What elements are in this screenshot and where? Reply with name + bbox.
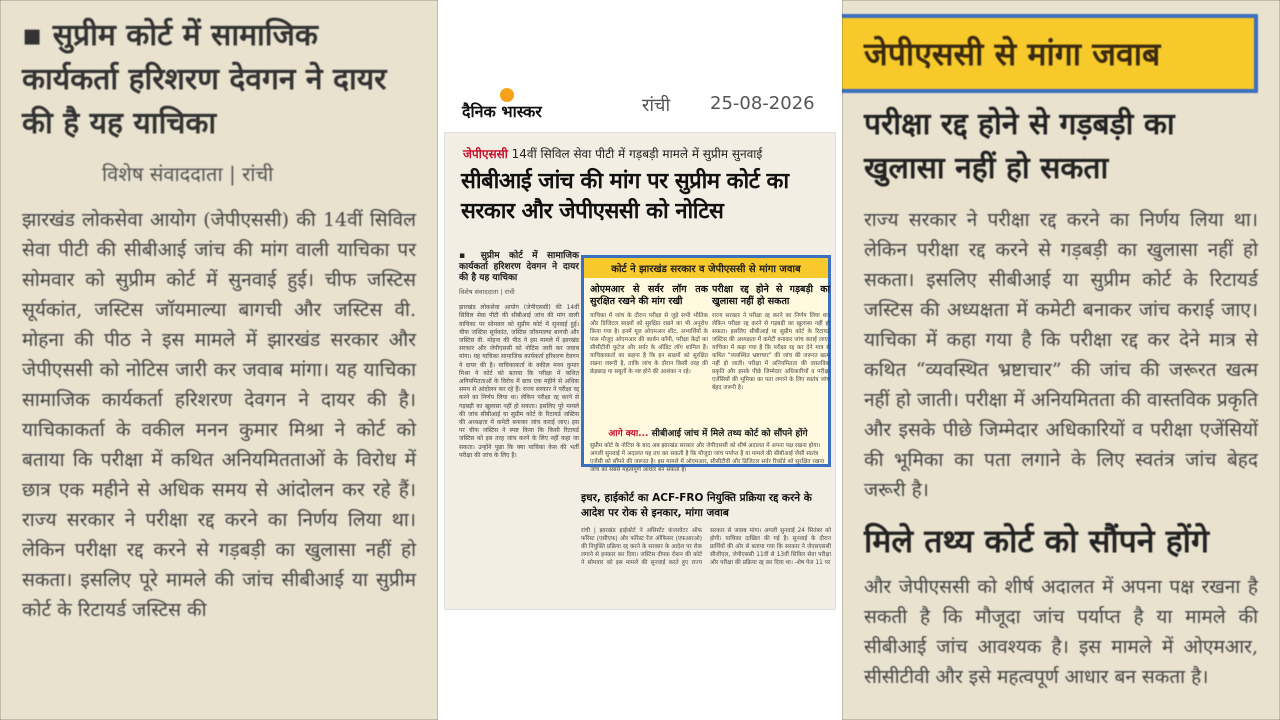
bg-left-body: झारखंड लोकसेवा आयोग (जेपीएससी) की 14वीं सिविल सेवा पीटी की सीबीआई जांच की मांग वाली याचिका पर सोमवार को सुप्रीम कोर्ट में सुनवाई हुई। चीफ जस्टिस सूर्यकांत, जस्टिस जॉयमाल्या बागची और जस्टिस वी. मोहना की पीठ ने इस मामले में झारखंड सरकार और जेपीएससी को नोटिस जारी कर जवाब मांगा। यह याचिका सामाजिक कार्यकर्ता हरिशरण देवगन ने दायर की है। याचिकाकर्ता के वकील मनन कुमार मिश्रा ने कोर्ट को बताया कि परीक्षा में कथित अनियमितताओं के विरोध में छात्र एक महीने से अधिक समय से आंदोलन कर रहे हैं। राज्य सरकार ने परीक्षा रद्द करने का निर्णय लिया था। लेकिन परीक्षा रद्द करने से गड़बड़ी का खुलासा नहीं हो सकता। इसलिए पूरे मामले की जांच सीबीआई या सुप्रीम कोर्ट के रिटायर्ड जस्टिस की: [22, 209, 416, 621]
box-title: कोर्ट ने झारखंड सरकार व जेपीएससी से मांगा जवाब: [584, 258, 828, 278]
bg-right-subhead: परीक्षा रद्द होने से गड़बड़ी का खुलासा नहीं हो सकता: [864, 107, 1175, 186]
header-bar: [438, 0, 842, 120]
edition-date: 25-08-2026: [710, 93, 815, 114]
box-sub-heading: सीबीआई जांच में मिले तथ्य कोर्ट को सौंपने होंगे: [651, 429, 808, 439]
bg-left-byline: विशेष संवाददाता | रांची: [102, 162, 274, 186]
secondary-body: रांची | झारखंड हाईकोर्ट ने असिस्टेंट कंजरवेटर ऑफ फॉरेस्ट (एसीएफ) और फॉरेस्ट रेंज ऑफिसर (एफआरओ) की नियुक्ति प्रक्रिया रद्द करने के सरकार के आदेश पर रोक लगाने से इनकार कर दिया। जस्टिस दीपक रोशन की कोर्ट ने सोमवार को इस मामले की सुनवाई करते हुए राज्य सरकार से जवाब मांगा। अगली सुनवाई 24 सितंबर को होगी। याचिका दाखिल की गई है। सुनवाई के दौरान प्रार्थियों की ओर से बताया गया कि सरकार ने जेएसएससी सीजीएल, जेपीएससी 11वीं से 13वीं सिविल सेवा परीक्षा और परीक्षा की प्रक्रिया रद्द कर दिया था। -शेष पेज 11 पर: [581, 528, 831, 566]
box-left-heading: ओएमआर से सर्वर लॉग तक सुरक्षित रखने की मांग रखी: [590, 284, 708, 307]
bg-right-subhead2: मिले तथ्य कोर्ट को सौंपने होंगे: [864, 519, 1258, 562]
background-zoom-left: [0, 0, 438, 720]
box-sub-body: सुप्रीम कोर्ट के नोटिस के बाद अब झारखंड सरकार और जेपीएससी को शीर्ष अदालत में अपना पक्ष रखना होगा। अगली सुनवाई में अदालत यह तय कर सकती है कि मौजूदा जांच पर्याप्त है या मामले की सीबीआई जैसी स्वतंत्र एजेंसी को सौंपने की जरूरत है। इस मामले में ओएमआर, सीसीटीवी और डिजिटल सर्वर रिकॉर्ड को सुरक्षित रखना जांच का सबसे महत्वपूर्ण आधार बन सकता है।: [590, 443, 825, 473]
box-left-column: [590, 284, 708, 376]
background-zoom-right: [842, 0, 1280, 720]
tag-label: जेपीएससी: [463, 147, 508, 161]
box-sub-label: आगे क्या...: [608, 429, 649, 439]
box-left-body: याचिका में जांच के दौरान परीक्षा से जुड़े सभी भौतिक और डिजिटल साक्ष्यों को सुरक्षित रखने का भी अनुरोध किया गया है। इनमें मूल ओएमआर शीट, अभ्यर्थियों के पास मौजूद ओएमआर की कार्बन कॉपी, परीक्षा केंद्रों का सीसीटीवी फुटेज और सर्वर के ऑडिट लॉग शामिल हैं। याचिकाकर्ता का कहना है कि इन साक्ष्यों को सुरक्षित रखना जरूरी है, ताकि जांच के दौरान किसी तरह की छेड़छाड़ या सबूतों के नष्ट होने की आशंका न रहे।: [590, 313, 708, 375]
edition-city: रांची: [642, 95, 671, 116]
article-byline: विशेष संवाददाता | रांची: [459, 288, 515, 296]
bg-left-headline: ▪ सुप्रीम कोर्ट में सामाजिक कार्यकर्ता हरिशरण देवगन ने दायर की है यह याचिका: [22, 18, 387, 141]
box-right-heading: परीक्षा रद्द होने से गड़बड़ी का खुलासा नहीं हो सकता: [712, 284, 830, 307]
article-tag: [445, 133, 835, 162]
newspaper-logo: दैनिक भास्कर: [462, 102, 542, 121]
secondary-headline: इधर, हाईकोर्ट का ACF-FRO नियुक्ति प्रक्रिया रद्द करने के आदेश पर रोक से इनकार, मांगा जवाब: [581, 492, 812, 519]
tag-text: 14वीं सिविल सेवा पीटी में गड़बड़ी मामले में सुप्रीम सुनवाई: [511, 147, 763, 161]
box-sub-title: [590, 426, 826, 439]
left-column: [459, 251, 579, 460]
bg-right-body: राज्य सरकार ने परीक्षा रद्द करने का निर्णय लिया था। लेकिन परीक्षा रद्द करने से गड़बड़ी का खुलासा नहीं हो सकता। इसलिए सीबीआई या सुप्रीम कोर्ट के रिटायर्ड जस्टिस की अध्यक्षता में कमेटी बनाकर जांच कराई जाए। याचिका में कहा गया है कि परीक्षा रद्द कर देने मात्र से कथित “व्यवस्थित भ्रष्टाचार” की जांच की जरूरत खत्म नहीं हो जाती। परीक्षा में अनियमितता की वास्तविक प्रकृति और इसके पीछे जिम्मेदार अधिकारियों व परीक्षा एजेंसियों की भूमिका का पता लगाने के लिए स्वतंत्र जांच बेहद जरूरी है।: [864, 209, 1258, 501]
news-clipping: [444, 132, 836, 610]
left-column-body: झारखंड लोकसेवा आयोग (जेपीएससी) की 14वीं सिविल सेवा पीटी की सीबीआई जांच की मांग वाली याचिका पर सोमवार को सुप्रीम कोर्ट में सुनवाई हुई। चीफ जस्टिस सूर्यकांत, जस्टिस जॉयमाल्या बागची और जस्टिस वी. मोहना की पीठ ने इस मामले में झारखंड सरकार और जेपीएससी को नोटिस जारी कर जवाब मांगा। यह याचिका सामाजिक कार्यकर्ता हरिशरण देवगन ने दायर की है। याचिकाकर्ता के वकील मनन कुमार मिश्रा ने कोर्ट को बताया कि परीक्षा में कथित अनियमितताओं के विरोध में छात्र एक महीने से अधिक समय से आंदोलन कर रहे हैं। राज्य सरकार ने परीक्षा रद्द करने का निर्णय लिया था। लेकिन परीक्षा रद्द करने से गड़बड़ी का खुलासा नहीं हो सकता। इसलिए पूरे मामले की जांच सीबीआई या सुप्रीम कोर्ट के रिटायर्ड जस्टिस की अध्यक्षता में कमेटी बनाकर जांच कराई जाए। इस पर चीफ जस्टिस ने स्पष्ट किया कि किसी रिटायर्ड जस्टिस को इस तरह जांच करने के लिए नहीं कहा जा सकता। उन्होंने पूछा कि क्या याचिका केस की भर्ती परीक्षा की जांच के लिए है।: [459, 304, 579, 459]
bg-right-body2: और जेपीएससी को शीर्ष अदालत में अपना पक्ष रखना है सकती है कि मौजूदा जांच पर्याप्त है या मामले की सीबीआई जांच आवश्यक है। इस मामले में ओएमआर, सीसीटीवी और इसे महत्वपूर्ण आधार बन सकता है।: [864, 576, 1258, 688]
box-subsection: [590, 426, 826, 474]
highlight-box: [581, 255, 831, 473]
article-headline: सीबीआई जांच की मांग पर सुप्रीम कोर्ट का सरकार और जेपीएससी को नोटिस: [461, 168, 789, 224]
box-right-body: राज्य सरकार ने परीक्षा रद्द करने का निर्णय लिया था। लेकिन परीक्षा रद्द करने से गड़बड़ी का खुलासा नहीं हो सकता। इसलिए सीबीआई या सुप्रीम कोर्ट के रिटायर्ड जस्टिस की अध्यक्षता में कमेटी बनाकर जांच कराई जाए। याचिका में कहा गया है कि परीक्षा रद्द कर देने मात्र से कथित “व्यवस्थित भ्रष्टाचार” की जांच की जरूरत खत्म नहीं हो जाती। परीक्षा में अनियमितता की वास्तविक प्रकृति और इसके पीछे जिम्मेदार अधिकारियों व परीक्षा एजेंसियों की भूमिका का पता लगाने के लिए स्वतंत्र जांच बेहद जरूरी है।: [712, 313, 830, 391]
newspaper-panel: [438, 0, 842, 720]
article-lead: ▪ सुप्रीम कोर्ट में सामाजिक कार्यकर्ता हरिशरण देवगन ने दायर की है यह याचिका: [459, 251, 579, 283]
bg-right-banner: जेपीएससी से मांगा जवाब: [842, 14, 1258, 93]
secondary-story: [581, 491, 831, 567]
box-right-column: [712, 284, 830, 392]
